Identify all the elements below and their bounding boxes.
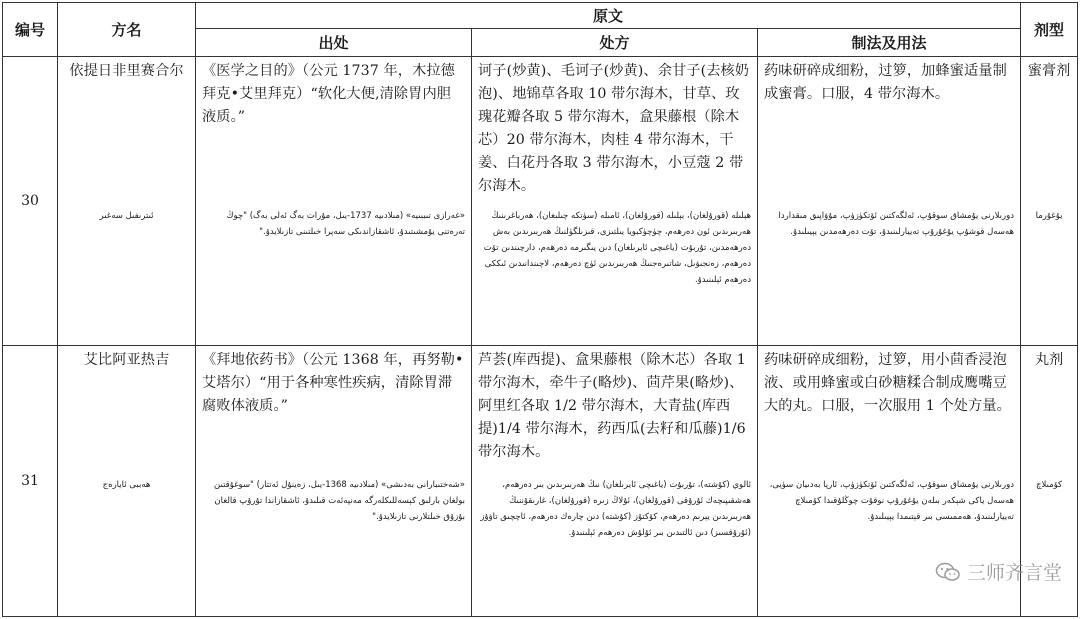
source-cn: 《医学之目的》（公元 1737 年，木拉德拜克•艾里拜克）“软化大便,清除胃内胆液质。” — [202, 63, 455, 125]
source-cell — [196, 346, 472, 617]
prescription-cell — [472, 57, 758, 346]
wechat-icon — [935, 562, 961, 582]
row-number: 31 — [3, 346, 58, 617]
method-cell — [758, 57, 1021, 346]
watermark-text: 三师齐言堂 — [966, 562, 1062, 584]
method-cn: 药味研碎成细粉，过箩，加蜂蜜适量制成蜜膏。口服，4 带尔海木。 — [764, 63, 1007, 102]
table-row — [3, 57, 1078, 346]
formula-name-ug: ھەببى ئايارەج — [102, 480, 151, 490]
type-cn: 丸剂 — [1034, 352, 1064, 368]
header-name: 方名 — [58, 3, 196, 57]
prescription-cell — [472, 346, 758, 617]
prescription-ug: ھېلىلە (قورۇلغان)، بېلىلە (قورۇلغان)، ئامىلە (سۈتكە چىلىغان)، ھەرباغرىنىڭ ھەربىرىدىن ئون دەرھەم، چۈچۈكبويا يىلتىزى، قىزىلگۈلنىڭ ھەربىرىدىن بەش دەرھەمدىن، تۇربۇت (ياغىچى ئايرىلغان) دىن يىگىرمە دەرھەم، دارچىندىن تۆت دەرھەم، زەنجىۋىل، شاتىرەجنىڭ ھەربىرىدىن ئۈچ دەرھەم، لاچىندانىدىن ئىككى دەرھەم ئېلىنىدۇ. — [483, 211, 751, 285]
header-prescription: 处方 — [472, 29, 758, 57]
header-method: 制法及用法 — [758, 29, 1021, 57]
header-original: 原文 — [196, 3, 1021, 29]
type-ug: يۇغۇرما — [1035, 211, 1063, 221]
prescription-table — [2, 2, 1078, 617]
type-ug: كۆمىلاچ — [1035, 480, 1063, 490]
formula-name-cn: 依提日非里赛合尔 — [69, 63, 184, 79]
source-ug: «غەرازى تىببىيە» (مىلادىيە 1737-يىل، مۇرات بەگ ئەلى بەگ) "چوڭ تەرەتنى يۇمشىتىدۇ، ئاشقازاندىكى سەپرا خىلتىنى تازىلايدۇ." — [226, 211, 465, 237]
header-source: 出处 — [196, 29, 472, 57]
row-number: 30 — [3, 57, 58, 346]
method-cn: 药味研碎成细粉，过箩，用小茴香浸泡液、或用蜂蜜或白砂糖糅合制成鹰嘴豆大的丸。口服，一次服用 1 个处方量。 — [764, 352, 1011, 414]
source-ug: «شەختىبارانى بەدىشى» (مىلادىيە 1368-يىل، زەينۇل ئەتتار) "سوغۇقتىن بولغان بارلىق كېسەللىكلەرگە مەنپەئەت قىلىدۇ، ئاشقازاندا تۇرۇپ قالغان بۇزۇق خىلتلارنى تازىلايدۇ." — [214, 480, 465, 522]
formula-name-ug: ئىترىفىل سەغىر — [99, 211, 154, 221]
header-num: 编号 — [3, 3, 58, 57]
formula-name-cell — [58, 346, 196, 617]
source-cn: 《拜地依药书》（公元 1368 年，再努勒•艾塔尔）“用于各种寒性疾病，清除胃滞腐败体液质。” — [202, 352, 464, 414]
source-cell — [196, 57, 472, 346]
watermark — [935, 558, 1062, 585]
type-cell — [1021, 57, 1078, 346]
type-cn: 蜜膏剂 — [1027, 63, 1071, 79]
prescription-ug: ئالوي (كۇشتە)، تۇربۇت (ياغىچى ئايرىلغان) نىڭ ھەربىرىدىن بىر دەرھەم، ھەشقىپىچەك ئۇرۇقى (قورۇلغان)، ئۇلاڭ زىرە (قورۇلغان)، غارىقۇننىڭ ھەربىرىدىن يېرىم دەرھەم، كۆكتۇز (كۇشتە) دىن چارەك دەرھەم، ئاچچىق تاۋۇز (ئۇرۇقسىز) دىن ئالتىدىن بىر ئۇلۇش دەرھەم ئېلىنىدۇ. — [480, 480, 751, 538]
formula-name-cell — [58, 57, 196, 346]
table-row — [3, 346, 1078, 617]
method-ug: دورىلارنى يۇمشاق سوقۇپ، ئەلگەكتىن ئۆتكۈزۈپ، ئارپا بەدىيان سۈيى، ھەسەل ياكى شېكەر بىلەن يۇغۇرۇپ نوقۇت چوڭلۇقىدا كۆمىلاچ تەييارلىنىدۇ، ھەممىسى بىر قېتىمدا يېيىلىدۇ. — [769, 480, 1015, 522]
formula-name-cn: 艾比阿亚热吉 — [83, 352, 170, 368]
prescription-cn: 芦荟(库西提)、盒果藤根（除木芯）各取 1 带尔海木，牵牛子(略炒)、茴芹果(略炒)、阿里红各取 1/2 带尔海木，大青盐(库西提)1/4 带尔海木，药西瓜(去籽和瓜藤)1/6 带尔海木。 — [478, 352, 746, 460]
header-type: 剂型 — [1021, 3, 1078, 57]
prescription-cn: 诃子(炒黄)、毛诃子(炒黄)、余甘子(去核奶泡)、地锦草各取 10 带尔海木，甘草、玫瑰花瓣各取 5 带尔海木，盒果藤根（除木芯）20 带尔海木，肉桂 4 带尔海木，干姜、白花丹各取 3 带尔海木，小豆蔻 2 带尔海木。 — [478, 63, 750, 194]
method-ug: دورىلارنى يۇمشاق سوقۇپ، ئەلگەكتىن ئۆتكۈزۈپ، مۇۋاپىق مىقداردا ھەسەل قوشۇپ يۇغۇرۇپ تەييارلىنىدۇ، تۆت دەرھەمدىن يېيىلىدۇ. — [778, 211, 1015, 237]
